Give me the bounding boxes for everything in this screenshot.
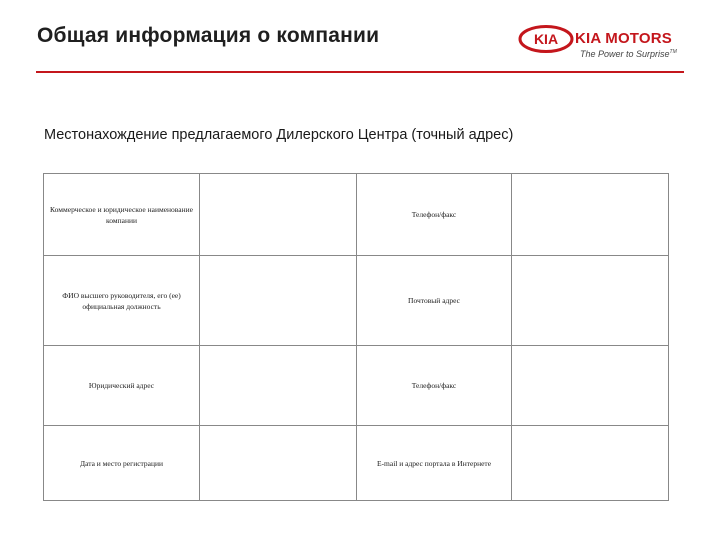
section-subtitle: Местонахождение предлагаемого Дилерского Центра (точный адрес) <box>44 127 514 143</box>
value-cell[interactable] <box>512 346 669 426</box>
brand-name: KIA MOTORS <box>575 30 673 47</box>
value-cell[interactable] <box>512 426 669 501</box>
page-title: Общая информация о компании <box>37 24 380 47</box>
label-cell: Дата и место регистрации <box>44 426 200 501</box>
table-row <box>44 256 669 346</box>
label-cell: Телефон/факс <box>357 346 512 426</box>
header-divider <box>36 71 684 73</box>
kia-emblem-icon <box>518 24 574 54</box>
label-cell: ФИО высшего руководителя, его (ее) официальная должность <box>44 256 200 346</box>
label-cell: Юридический адрес <box>44 346 200 426</box>
table-row <box>44 346 669 426</box>
company-info-table <box>43 173 669 501</box>
label-cell: Телефон/факс <box>357 174 512 256</box>
value-cell[interactable] <box>512 256 669 346</box>
kia-motors-logo <box>518 24 688 66</box>
table-row <box>44 174 669 256</box>
tagline-text: The Power to Surprise <box>580 49 670 59</box>
value-cell[interactable] <box>200 426 357 501</box>
value-cell[interactable] <box>512 174 669 256</box>
label-cell: Коммерческое и юридическое наименование компании <box>44 174 200 256</box>
kia-emblem-text: KIA <box>533 31 559 47</box>
trademark-mark: TM <box>669 49 677 55</box>
value-cell[interactable] <box>200 256 357 346</box>
brand-tagline <box>580 49 677 59</box>
value-cell[interactable] <box>200 346 357 426</box>
label-cell: Почтовый адрес <box>357 256 512 346</box>
value-cell[interactable] <box>200 174 357 256</box>
table-row <box>44 426 669 501</box>
label-cell: E-mail и адрес портала в Интернете <box>357 426 512 501</box>
